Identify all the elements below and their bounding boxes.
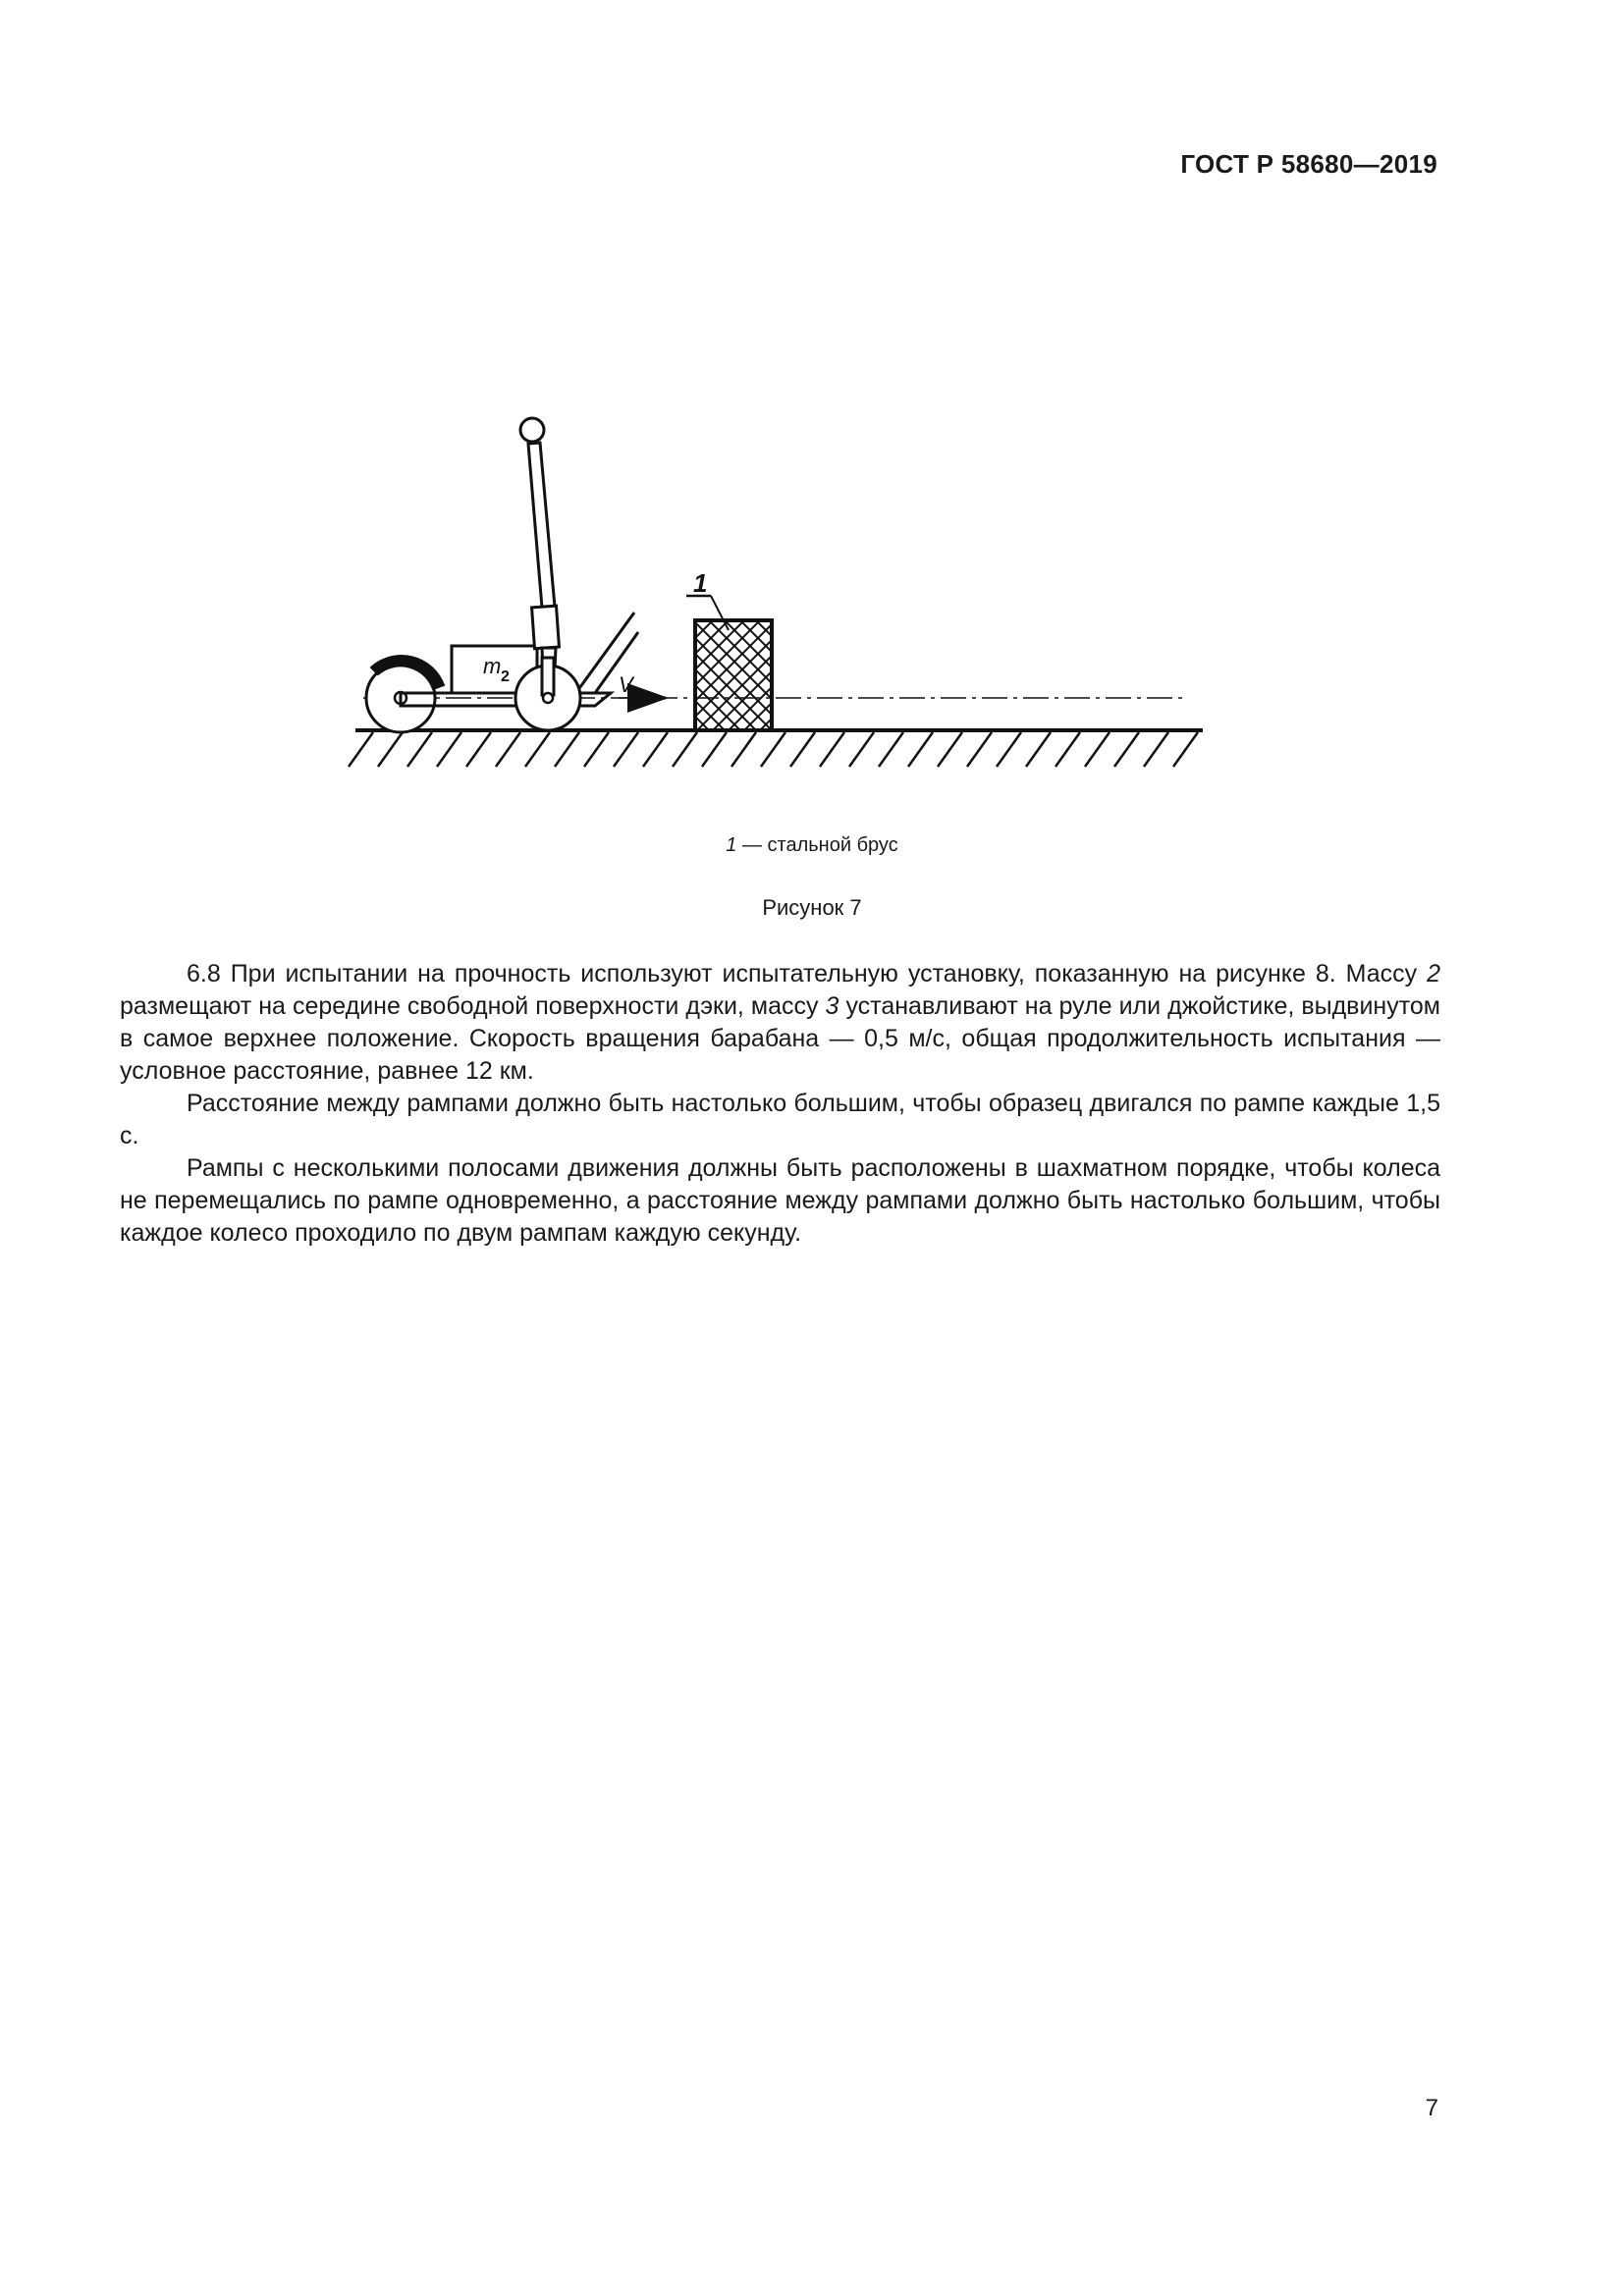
figure-caption: Рисунок 7 xyxy=(762,895,862,920)
velocity-arrow xyxy=(619,672,666,698)
paragraph-ramp-lanes: Рампы с несколькими полосами движения должны быть расположены в шахматном порядке, чтобы колеса не перемещались по рампе одновременно, а расстояние между рампами должно быть настолько большим, чтобы каждое колесо проходило по двум рампам каждую секунду. xyxy=(120,1154,1440,1247)
legend-number: 1 xyxy=(726,834,737,856)
legend-text: — стальной брус xyxy=(736,834,898,856)
steel-bar xyxy=(695,620,772,730)
ground xyxy=(349,730,1203,767)
mass-label: m xyxy=(483,654,502,678)
paragraph-ramp-distance: Расстояние между рампами должно быть настолько большим, чтобы образец двигался по рампе каждые 1,5 с. xyxy=(120,1090,1440,1149)
figure-7-scooter-test xyxy=(334,245,1218,795)
document-id: ГОСТ Р 58680—2019 xyxy=(1180,149,1437,179)
figure-legend xyxy=(0,834,1624,857)
page-number: 7 xyxy=(1425,2095,1438,2121)
body-text xyxy=(120,958,1440,1250)
callout-label: 1 xyxy=(693,568,708,598)
mass-subscript: 2 xyxy=(501,668,510,685)
velocity-label: V xyxy=(619,672,633,697)
paragraph-6-8: 6.8 При испытании на прочность используют испытательную установку, показанную на рисунке 8. Массу 2 размещают на середине свободной поверхности дэки, массу 3 устанавливают на руле или джойстике, выдвинутом в самое верхнее положение. Скорость вращения барабана — 0,5 м/с, общая продолжительность испытания — условное расстояние, равнее 12 км. xyxy=(120,960,1440,1085)
